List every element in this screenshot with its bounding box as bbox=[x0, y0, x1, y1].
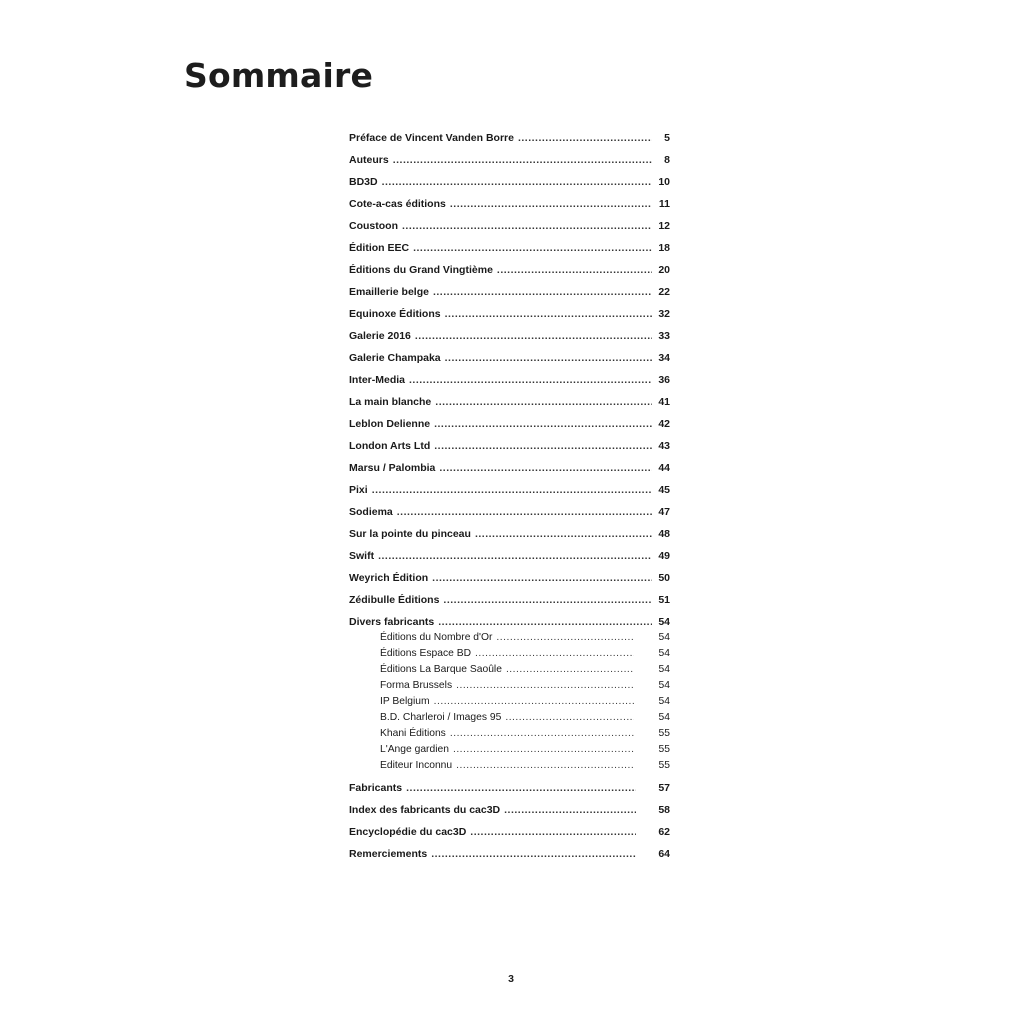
dot-leader bbox=[445, 350, 652, 366]
toc-entry bbox=[349, 306, 670, 322]
toc-entry bbox=[349, 780, 670, 796]
toc-entry bbox=[349, 284, 670, 300]
toc-entry-label: Equinoxe Éditions bbox=[349, 308, 441, 320]
toc-entry-label: Zédibulle Éditions bbox=[349, 594, 440, 606]
dot-leader bbox=[438, 614, 652, 630]
toc-subentry-page: 54 bbox=[658, 712, 670, 723]
toc-subentry-label: Editeur Inconnu bbox=[380, 760, 453, 771]
toc-entry-page: 36 bbox=[658, 374, 670, 386]
toc-entry-page: 64 bbox=[658, 848, 670, 860]
toc-entry-label: Auteurs bbox=[349, 154, 389, 166]
dot-leader bbox=[431, 846, 636, 862]
toc-entry bbox=[349, 372, 670, 388]
toc-entry bbox=[349, 262, 670, 278]
dot-leader bbox=[409, 372, 652, 388]
toc-entry-page: 43 bbox=[658, 440, 670, 452]
toc-entry-label: Index des fabricants du cac3D bbox=[349, 804, 501, 816]
toc-entry-label: Swift bbox=[349, 550, 375, 562]
toc-entry bbox=[349, 394, 670, 410]
toc-entry-label: Cote-a-cas éditions bbox=[349, 198, 446, 210]
dot-leader bbox=[415, 328, 652, 344]
toc-entry bbox=[349, 328, 670, 344]
toc-entry-label: Inter-Media bbox=[349, 374, 406, 386]
dot-leader bbox=[453, 742, 634, 758]
dot-leader bbox=[506, 662, 634, 678]
toc-entry-label: Leblon Delienne bbox=[349, 418, 431, 430]
toc-entry-label: Préface de Vincent Vanden Borre bbox=[349, 132, 514, 144]
toc-subentry bbox=[380, 662, 670, 678]
toc-entry bbox=[349, 130, 670, 146]
dot-leader bbox=[456, 758, 634, 774]
toc-entry-label: Sodiema bbox=[349, 506, 393, 518]
toc-entry bbox=[349, 438, 670, 454]
toc-entry bbox=[349, 240, 670, 256]
toc-entry-page: 49 bbox=[658, 550, 670, 562]
toc-entry bbox=[349, 350, 670, 366]
toc-subentry-label: L'Ange gardien bbox=[380, 744, 449, 755]
toc-entry bbox=[349, 846, 670, 862]
toc-entry-label: Marsu / Palombia bbox=[349, 462, 436, 474]
toc-entry-label: Remerciements bbox=[349, 848, 428, 860]
toc-subentry-page: 54 bbox=[658, 648, 670, 659]
toc-subentry-label: Éditions du Nombre d'Or bbox=[380, 632, 493, 643]
toc-entry-label: Édition EEC bbox=[349, 242, 410, 254]
dot-leader bbox=[372, 482, 652, 498]
toc-entry bbox=[349, 526, 670, 542]
toc-entry bbox=[349, 174, 670, 190]
dot-leader bbox=[443, 592, 652, 608]
toc-entry bbox=[349, 802, 670, 818]
toc-entry-page: 11 bbox=[658, 198, 670, 210]
toc-entry bbox=[349, 152, 670, 168]
dot-leader bbox=[378, 548, 652, 564]
toc-subentry-label: IP Belgium bbox=[380, 696, 430, 707]
toc-subentry-page: 55 bbox=[658, 760, 670, 771]
toc-entry bbox=[349, 824, 670, 840]
toc-entry bbox=[349, 196, 670, 212]
dot-leader bbox=[413, 240, 652, 256]
toc-subentry bbox=[380, 742, 670, 758]
toc-entry-page: 58 bbox=[658, 804, 670, 816]
toc-entry-page: 22 bbox=[658, 286, 670, 298]
toc-entry-page: 48 bbox=[658, 528, 670, 540]
page-number: 3 bbox=[508, 973, 514, 985]
dot-leader bbox=[504, 802, 636, 818]
dot-leader bbox=[496, 630, 634, 646]
dot-leader bbox=[475, 646, 634, 662]
toc-subentry bbox=[380, 630, 670, 646]
toc-entry-label: London Arts Ltd bbox=[349, 440, 431, 452]
dot-leader bbox=[505, 710, 634, 726]
page-title: Sommaire bbox=[184, 56, 374, 95]
toc-entry-label: Emaillerie belge bbox=[349, 286, 429, 298]
toc-entry-label: Divers fabricants bbox=[349, 616, 435, 628]
dot-leader bbox=[432, 570, 652, 586]
toc-entry-page: 33 bbox=[658, 330, 670, 342]
toc-subentry-page: 55 bbox=[658, 728, 670, 739]
toc-subentry-page: 54 bbox=[658, 632, 670, 643]
toc-entry bbox=[349, 218, 670, 234]
toc-entry-page: 50 bbox=[658, 572, 670, 584]
toc-subentry bbox=[380, 710, 670, 726]
toc-entry bbox=[349, 416, 670, 432]
toc-subentry bbox=[380, 726, 670, 742]
toc-entry-label: Weyrich Édition bbox=[349, 572, 429, 584]
toc-subentry bbox=[380, 646, 670, 662]
dot-leader bbox=[435, 394, 652, 410]
toc-entry-page: 20 bbox=[658, 264, 670, 276]
dot-leader bbox=[518, 130, 652, 146]
dot-leader bbox=[434, 694, 634, 710]
toc-entry-page: 18 bbox=[658, 242, 670, 254]
toc-subentry-page: 54 bbox=[658, 696, 670, 707]
toc-entry-page: 51 bbox=[658, 594, 670, 606]
toc-subentry-label: Forma Brussels bbox=[380, 680, 453, 691]
toc-entry-label: Sur la pointe du pinceau bbox=[349, 528, 471, 540]
dot-leader bbox=[445, 306, 652, 322]
dot-leader bbox=[434, 438, 652, 454]
toc-entry-label: BD3D bbox=[349, 176, 378, 188]
toc-entry-label: La main blanche bbox=[349, 396, 432, 408]
toc-entry-page: 5 bbox=[664, 132, 670, 144]
toc-entry bbox=[349, 482, 670, 498]
dot-leader bbox=[439, 460, 652, 476]
toc-entry bbox=[349, 504, 670, 520]
dot-leader bbox=[434, 416, 652, 432]
toc-subentry-label: Khani Éditions bbox=[380, 728, 446, 739]
dot-leader bbox=[470, 824, 636, 840]
toc-entry-label: Éditions du Grand Vingtième bbox=[349, 264, 493, 276]
dot-leader bbox=[393, 152, 652, 168]
toc-entry-page: 44 bbox=[658, 462, 670, 474]
toc-entry-page: 62 bbox=[658, 826, 670, 838]
toc-entry-page: 47 bbox=[658, 506, 670, 518]
toc-entry bbox=[349, 460, 670, 476]
toc-entry-divers bbox=[349, 614, 670, 630]
toc-entry-page: 45 bbox=[658, 484, 670, 496]
toc-entry-label: Galerie 2016 bbox=[349, 330, 411, 342]
toc-entry-page: 57 bbox=[658, 782, 670, 794]
toc-subentry-page: 54 bbox=[658, 680, 670, 691]
toc-subentry-page: 54 bbox=[658, 664, 670, 675]
dot-leader bbox=[456, 678, 634, 694]
toc-entry bbox=[349, 592, 670, 608]
toc-entry-page: 41 bbox=[658, 396, 670, 408]
dot-leader bbox=[402, 218, 652, 234]
toc-subentry-page: 55 bbox=[658, 744, 670, 755]
dot-leader bbox=[450, 196, 652, 212]
toc-entry-page: 8 bbox=[664, 154, 670, 166]
toc-entry bbox=[349, 548, 670, 564]
toc-subentry-label: Éditions Espace BD bbox=[380, 648, 472, 659]
toc-entry bbox=[349, 570, 670, 586]
toc-entry-page: 34 bbox=[658, 352, 670, 364]
dot-leader bbox=[433, 284, 652, 300]
toc-entry-page: 12 bbox=[658, 220, 670, 232]
toc-entry-page: 32 bbox=[658, 308, 670, 320]
dot-leader bbox=[450, 726, 634, 742]
toc-subentry-label: B.D. Charleroi / Images 95 bbox=[380, 712, 502, 723]
toc-entry-label: Pixi bbox=[349, 484, 368, 496]
toc-entry-page: 10 bbox=[658, 176, 670, 188]
toc-subentry bbox=[380, 758, 670, 774]
toc-entry-label: Fabricants bbox=[349, 782, 403, 794]
toc-subentries bbox=[349, 630, 670, 774]
toc-subentry-label: Éditions La Barque Saoûle bbox=[380, 664, 502, 675]
toc-entry-label: Galerie Champaka bbox=[349, 352, 441, 364]
dot-leader bbox=[497, 262, 652, 278]
dot-leader bbox=[382, 174, 652, 190]
toc-entry-page: 54 bbox=[658, 616, 670, 628]
dot-leader bbox=[406, 780, 636, 796]
toc-subentry bbox=[380, 694, 670, 710]
dot-leader bbox=[397, 504, 652, 520]
dot-leader bbox=[475, 526, 652, 542]
toc-subentry bbox=[380, 678, 670, 694]
toc-entry-label: Encyclopédie du cac3D bbox=[349, 826, 467, 838]
table-of-contents bbox=[349, 130, 670, 868]
toc-entry-page: 42 bbox=[658, 418, 670, 430]
toc-entry-label: Coustoon bbox=[349, 220, 398, 232]
